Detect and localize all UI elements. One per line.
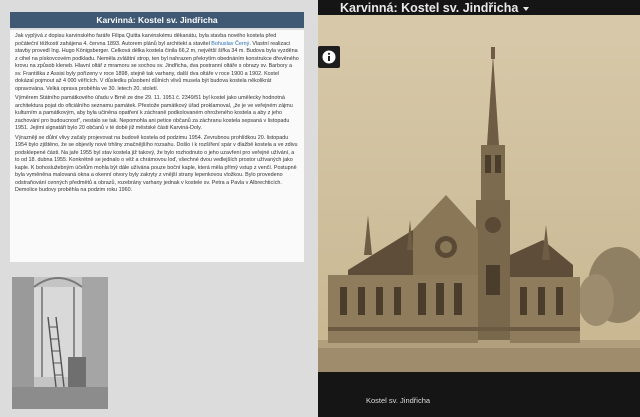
chevron-down-icon[interactable] — [523, 7, 529, 11]
architect-link[interactable]: Bohuslav Černý — [211, 40, 250, 47]
article-panel — [0, 0, 318, 417]
info-icon — [322, 50, 336, 64]
viewer-title[interactable] — [340, 1, 529, 15]
paragraph-1-text: Jak vyplývá z dopisu karvinského faráře Filipa Quitta karvinskému děkanátu, byla stavba nového kostela před počáteční těžkostí zahájena 4. června 1893. Autorem plánů byl architekt a stavitel — [15, 33, 277, 47]
interior-thumbnail[interactable] — [12, 277, 108, 409]
image-viewer — [318, 0, 640, 417]
photo-caption: Kostel sv. Jindřicha — [366, 396, 431, 405]
paragraph-2: Výměrem Státního památkového úřadu v Brně ze dne 29. 11. 1951 č. 2349/51 byl kostel jako umělecky hodnotná architektura pojat do oficiálního seznamu památek. Přestože památkový úřad proklamoval, „že je ve veřejném zájmu kulturním a památkovým, aby byla učiněna opatření k záchraně podkolovaném ohroženého kostela a aby z jeho zachování pro budoucnost", nestalo se tak. Nepomohla ani petice občanů za záchranu kostela sepsaná v listopadu 1951. Jejími signatáři bylo 20 občanů v té době již městské části Karviná-Doly. — [15, 95, 293, 131]
paragraph-1 — [15, 33, 299, 93]
church-photo[interactable] — [318, 15, 640, 372]
article-header: Karvinná: Kostel sv. Jindřicha — [10, 12, 304, 28]
info-button[interactable] — [318, 46, 340, 68]
viewer-title-text: Karvinná: Kostel sv. Jindřicha — [340, 1, 519, 15]
paragraph-1-text-end: . Vlastní realizaci stavby provedl Ing. Hugo Königsberger. Celková délka kostela činila 66,2 m, největší šířka 34 m. Budova byla vyzděna z cihel na pískovcovém podkladu. Neměla zvláštní strop, ten byl nahrazen překrytím obednáním konstrukce dřevěného krovu na způsob kleneb. Hlavní oltář z mramoru se sochou sv. Jindřicha, dva postranní oltáře s obrazy sv. Barbory a sv. Františka z Assisi byly pořízeny v roce 1898, stejně tak varhany, další dva oltáře v roce 1900 a 1902. Kostel dokázal pojmout až 4 000 věřících. V důsledku působení důlních vlivů musela být budova kostela několikrát opravována. Velká oprava proběhla ve 30. letech 20. století. — [15, 40, 299, 92]
article-text — [10, 30, 304, 262]
paragraph-3: Výrazněji se důlní vlivy začaly projevovat na budově kostela od podzimu 1954. Zevrubnou prohlídkou 20. listopadu 1954 bylo zjištěno, že se objevily nové trhliny značnějšího rozsahu. Došlo i k rozšíření spár v dlažbě kostela a ve zdivu podsklepené části. Na jaře 1955 byl stav kostela již takový, že bylo rozhodnuto o jeho uzavření pro veřejné užívání, a to od 18. dubna 1955. Konkrétně se jednalo o věž a chrámovou loď, všechné dvou vedlejších prostor užívaných jako kaple. K bohoslužebným účelům mohla být dále užívána pouze boční kaple, která měla přímý vstup z venčí. Postupně byla vyměněna malovaná okna a okenní otvory byly zakryty z vnější strany lepenkovou vložkou. Bylo provedeno odstraňování cenných předmětů a obrazů, rozebrány varhany jednak v kostele sv. Petra a Pavla v Albrechticích. Demolice budovy proběhla na podzim roku 1960. — [15, 134, 298, 193]
